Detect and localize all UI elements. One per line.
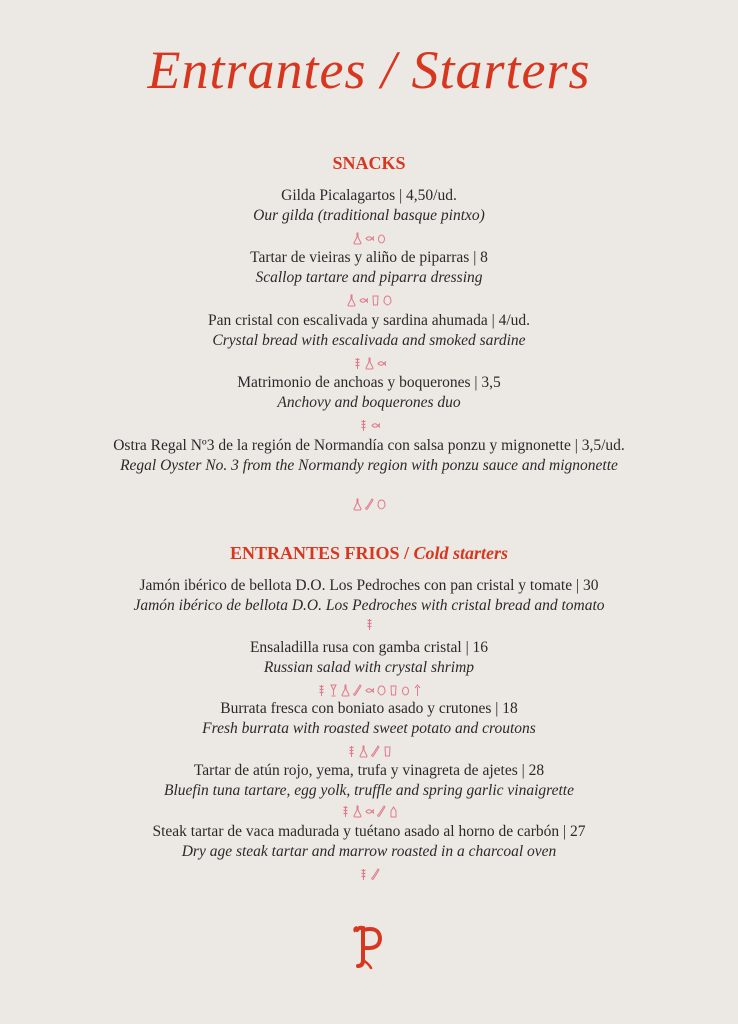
item-name-es: Pan cristal con escalivada y sardina ahumada | 4/ud. bbox=[207, 312, 531, 329]
item-name-en: Regal Oyster No. 3 from the Normandy region with ponzu sauce and mignonette bbox=[120, 457, 618, 474]
flask-icon bbox=[365, 357, 374, 370]
menu-item bbox=[0, 761, 738, 819]
item-name-en: Jamón ibérico de bellota D.O. Los Pedroches with cristal bread and tomato bbox=[133, 597, 605, 614]
cold-starters-heading bbox=[0, 542, 738, 564]
fish-icon bbox=[365, 805, 374, 818]
bottle-icon bbox=[371, 745, 380, 758]
wheat-icon bbox=[365, 618, 374, 631]
menu-item bbox=[0, 638, 738, 698]
celery-icon bbox=[413, 684, 422, 697]
allergen-icons bbox=[0, 684, 738, 698]
page-title: Entrantes / Starters bbox=[147, 40, 591, 100]
wheat-icon bbox=[359, 868, 368, 881]
allergen-icons bbox=[0, 805, 738, 819]
menu-item bbox=[0, 576, 738, 632]
item-name-es: Gilda Picalagartos | 4,50/ud. bbox=[281, 187, 457, 204]
menu-item bbox=[0, 699, 738, 759]
egg-icon bbox=[377, 232, 386, 245]
cup-icon bbox=[383, 745, 392, 758]
item-name-es: Jamón ibérico de bellota D.O. Los Pedroches con pan cristal y tomate | 30 bbox=[139, 577, 599, 594]
allergen-icons bbox=[0, 232, 738, 246]
fish-icon bbox=[365, 232, 374, 245]
bottle-icon bbox=[353, 684, 362, 697]
menu-item bbox=[0, 248, 738, 308]
flask-icon bbox=[353, 232, 362, 245]
item-name-es: Tartar de atún rojo, yema, trufa y vinagreta de ajetes | 28 bbox=[193, 762, 545, 779]
shell-icon bbox=[377, 498, 386, 511]
item-name-en: Anchovy and boquerones duo bbox=[277, 394, 461, 411]
flask-icon bbox=[359, 745, 368, 758]
item-name-en: Scallop tartare and piparra dressing bbox=[255, 269, 483, 286]
menu-item bbox=[0, 822, 738, 882]
wheat-icon bbox=[341, 805, 350, 818]
allergen-icons bbox=[0, 294, 738, 308]
flask-icon bbox=[347, 294, 356, 307]
menu-item bbox=[0, 436, 738, 512]
item-name-es: Steak tartar de vaca madurada y tuétano asado al horno de carbón | 27 bbox=[152, 823, 586, 840]
fish-icon bbox=[365, 684, 374, 697]
fish-icon bbox=[371, 419, 380, 432]
bottle-icon bbox=[365, 498, 374, 511]
item-name-en: Dry age steak tartar and marrow roasted in a charcoal oven bbox=[181, 843, 557, 860]
item-name-en: Russian salad with crystal shrimp bbox=[263, 659, 475, 676]
allergen-icons bbox=[0, 357, 738, 371]
egg-icon bbox=[401, 684, 410, 697]
restaurant-logo bbox=[349, 924, 389, 970]
snacks-heading: SNACKS bbox=[332, 153, 406, 173]
wheat-icon bbox=[347, 745, 356, 758]
shell-icon bbox=[383, 294, 392, 307]
bottle-icon bbox=[371, 868, 380, 881]
glass-icon bbox=[329, 684, 338, 697]
item-name-es: Tartar de vieiras y aliño de piparras | 8 bbox=[250, 249, 488, 266]
allergen-icons bbox=[0, 419, 738, 433]
wheat-icon bbox=[353, 357, 362, 370]
wheat-icon bbox=[359, 419, 368, 432]
allergen-icons bbox=[0, 498, 738, 512]
fish-icon bbox=[359, 294, 368, 307]
cup-icon bbox=[389, 684, 398, 697]
allergen-icons bbox=[0, 868, 738, 882]
menu-item bbox=[0, 373, 738, 433]
allergen-icons bbox=[0, 745, 738, 759]
item-name-es: Ostra Regal Nº3 de la región de Normandía con salsa ponzu y mignonette | 3,5/ud. bbox=[113, 437, 625, 454]
cup-icon bbox=[371, 294, 380, 307]
mustard-icon bbox=[389, 805, 398, 818]
item-name-en: Fresh burrata with roasted sweet potato and croutons bbox=[202, 720, 536, 737]
item-name-en: Our gilda (traditional basque pintxo) bbox=[253, 207, 485, 224]
menu-item bbox=[0, 311, 738, 371]
fish-icon bbox=[377, 357, 386, 370]
flask-icon bbox=[341, 684, 350, 697]
allergen-icons bbox=[0, 618, 738, 632]
item-name-en: Crystal bread with escalivada and smoked sardine bbox=[212, 332, 526, 349]
wheat-icon bbox=[317, 684, 326, 697]
cold-starters-heading-es: ENTRANTES FRIOS / bbox=[229, 543, 414, 563]
flask-icon bbox=[353, 498, 362, 511]
menu-item bbox=[0, 186, 738, 246]
item-name-es: Burrata fresca con boniato asado y crutones | 18 bbox=[220, 700, 518, 717]
cold-starters-heading-en: Cold starters bbox=[413, 543, 509, 563]
item-name-es: Ensaladilla rusa con gamba cristal | 16 bbox=[249, 639, 489, 656]
shell-icon bbox=[377, 684, 386, 697]
item-name-es: Matrimonio de anchoas y boquerones | 3,5 bbox=[237, 374, 501, 391]
flask-icon bbox=[353, 805, 362, 818]
item-name-en: Bluefin tuna tartare, egg yolk, truffle and spring garlic vinaigrette bbox=[164, 782, 574, 799]
bottle-icon bbox=[377, 805, 386, 818]
